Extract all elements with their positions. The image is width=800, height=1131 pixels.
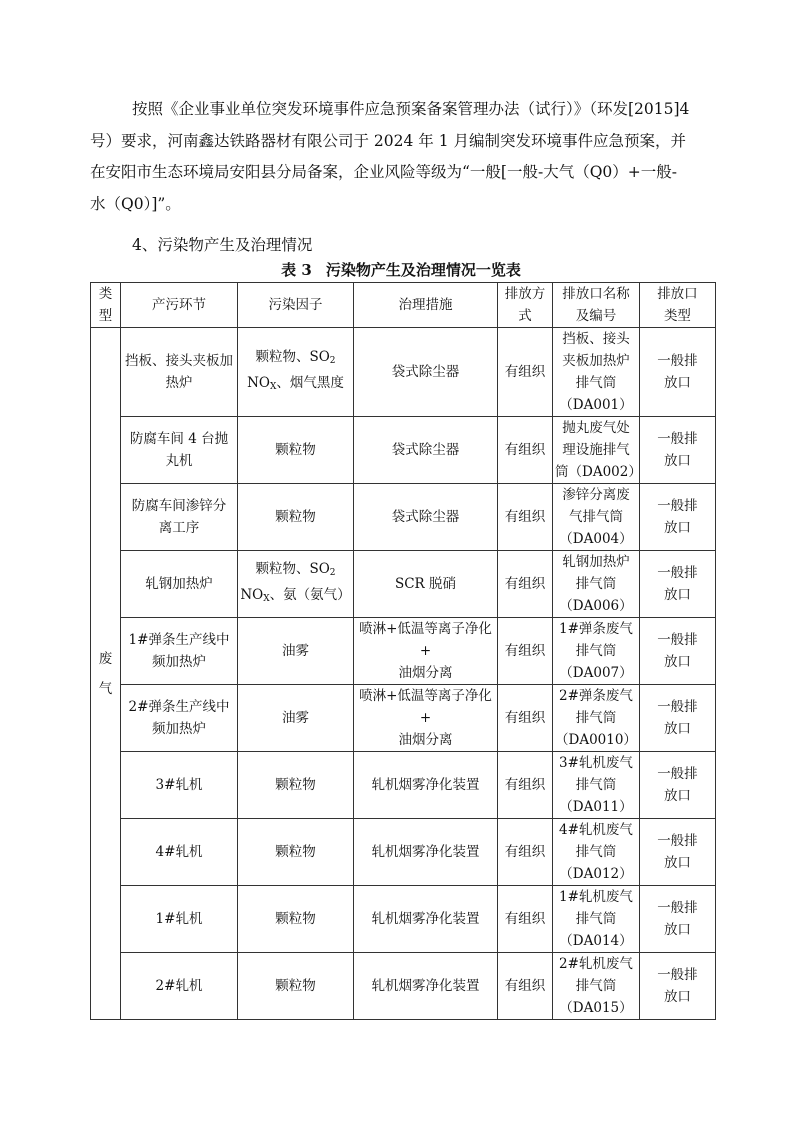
header-outlet-type: 排放口 类型 — [639, 283, 715, 328]
outlet-type-cell: 一般排 放口 — [639, 752, 715, 819]
outlet-type-cell: 一般排 放口 — [639, 685, 715, 752]
intro-line: 在安阳市生态环境局安阳县分局备案，企业风险等级为“一般[一般-大气（Q0）+一般- — [90, 163, 678, 181]
process-cell: 1#弹条生产线中 频加热炉 — [121, 618, 238, 685]
outlet-cell: 1#轧机废气 排气筒 （DA014） — [553, 886, 640, 953]
outlet-cell: 4#轧机废气 排气筒 （DA012） — [553, 819, 640, 886]
method-cell: 有组织 — [498, 484, 553, 551]
section-heading — [90, 230, 712, 262]
outlet-type-cell: 一般排 放口 — [639, 328, 715, 417]
table-row — [91, 328, 716, 417]
header-outlet: 排放口名称 及编号 — [553, 283, 640, 328]
process-cell: 2#轧机 — [121, 953, 238, 1020]
type-cell-waste-gas: 废 气 — [91, 328, 121, 1020]
factor-cell: 颗粒物 — [238, 417, 354, 484]
factor-cell: 颗粒物 — [238, 886, 354, 953]
measure-cell: 轧机烟雾净化装置 — [354, 953, 498, 1020]
table-header-row — [91, 283, 716, 328]
measure-cell: 袋式除尘器 — [354, 417, 498, 484]
table-row — [91, 484, 716, 551]
outlet-type-cell: 一般排 放口 — [639, 953, 715, 1020]
table-caption-number: 表 3 — [281, 261, 312, 279]
table-row — [91, 886, 716, 953]
process-cell: 防腐车间 4 台抛 丸机 — [121, 417, 238, 484]
measure-cell: 喷淋+低温等离子净化+ 油烟分离 — [354, 685, 498, 752]
table-row — [91, 953, 716, 1020]
factor-cell: 颗粒物 — [238, 819, 354, 886]
header-measure: 治理措施 — [354, 283, 498, 328]
factor-cell: 颗粒物、$SO_2$ $NO_X$、氨（氨气） — [238, 551, 354, 618]
factor-cell: 颗粒物 — [238, 953, 354, 1020]
process-cell: 3#轧机 — [121, 752, 238, 819]
outlet-type-cell: 一般排 放口 — [639, 417, 715, 484]
table-row — [91, 685, 716, 752]
pollution-table — [90, 282, 716, 1020]
outlet-cell: 渗锌分离废 气排气筒 （DA004） — [553, 484, 640, 551]
table-row — [91, 819, 716, 886]
table-row — [91, 417, 716, 484]
outlet-cell: 3#轧机废气 排气筒 （DA011） — [553, 752, 640, 819]
measure-cell: 袋式除尘器 — [354, 328, 498, 417]
intro-line: 按照《企业事业单位突发环境事件应急预案备案管理办法（试行）》（环发[2015]4 — [132, 100, 690, 118]
method-cell: 有组织 — [498, 953, 553, 1020]
outlet-cell: 挡板、接头 夹板加热炉 排气筒 （DA001） — [553, 328, 640, 417]
method-cell: 有组织 — [498, 886, 553, 953]
table-caption-title: 污染物产生及治理情况一览表 — [325, 261, 521, 279]
outlet-cell: 抛丸废气处 理设施排气 筒（DA002） — [553, 417, 640, 484]
outlet-type-cell: 一般排 放口 — [639, 819, 715, 886]
process-cell: 挡板、接头夹板加 热炉 — [121, 328, 238, 417]
intro-line: 水（Q0）]”。 — [90, 194, 181, 213]
measure-cell: 轧机烟雾净化装置 — [354, 886, 498, 953]
process-cell: 防腐车间渗锌分 离工序 — [121, 484, 238, 551]
header-process: 产污环节 — [121, 283, 238, 328]
intro-line: 号）要求，河南鑫达铁路器材有限公司于 2024 年 1 月编制突发环境事件应急预案，并 — [90, 131, 687, 150]
factor-cell: 颗粒物、$SO_2$ $NO_X$、烟气黑度 — [238, 328, 354, 417]
method-cell: 有组织 — [498, 618, 553, 685]
method-cell: 有组织 — [498, 328, 553, 417]
table-caption — [90, 259, 712, 281]
method-cell: 有组织 — [498, 551, 553, 618]
process-cell: 2#弹条生产线中 频加热炉 — [121, 685, 238, 752]
outlet-type-cell: 一般排 放口 — [639, 484, 715, 551]
outlet-cell: 2#弹条废气 排气筒 （DA0010） — [553, 685, 640, 752]
process-cell: 1#轧机 — [121, 886, 238, 953]
method-cell: 有组织 — [498, 417, 553, 484]
process-cell: 4#轧机 — [121, 819, 238, 886]
intro-paragraph — [90, 94, 712, 220]
factor-cell: 油雾 — [238, 685, 354, 752]
measure-cell: 轧机烟雾净化装置 — [354, 819, 498, 886]
header-factor: 污染因子 — [238, 283, 354, 328]
measure-cell: 轧机烟雾净化装置 — [354, 752, 498, 819]
table-row — [91, 752, 716, 819]
factor-cell: 颗粒物 — [238, 752, 354, 819]
measure-cell: 袋式除尘器 — [354, 484, 498, 551]
header-type: 类 型 — [91, 283, 121, 328]
header-method: 排放方 式 — [498, 283, 553, 328]
factor-cell: 油雾 — [238, 618, 354, 685]
outlet-cell: 1#弹条废气 排气筒 （DA007） — [553, 618, 640, 685]
method-cell: 有组织 — [498, 819, 553, 886]
measure-cell: 喷淋+低温等离子净化+ 油烟分离 — [354, 618, 498, 685]
table-row — [91, 618, 716, 685]
outlet-type-cell: 一般排 放口 — [639, 551, 715, 618]
outlet-type-cell: 一般排 放口 — [639, 618, 715, 685]
method-cell: 有组织 — [498, 685, 553, 752]
measure-cell: SCR 脱硝 — [354, 551, 498, 618]
method-cell: 有组织 — [498, 752, 553, 819]
section-heading-text: 4、污染物产生及治理情况 — [132, 236, 313, 254]
outlet-type-cell: 一般排 放口 — [639, 886, 715, 953]
process-cell: 轧钢加热炉 — [121, 551, 238, 618]
outlet-cell: 2#轧机废气 排气筒 （DA015） — [553, 953, 640, 1020]
table-row — [91, 551, 716, 618]
outlet-cell: 轧钢加热炉 排气筒 （DA006） — [553, 551, 640, 618]
factor-cell: 颗粒物 — [238, 484, 354, 551]
